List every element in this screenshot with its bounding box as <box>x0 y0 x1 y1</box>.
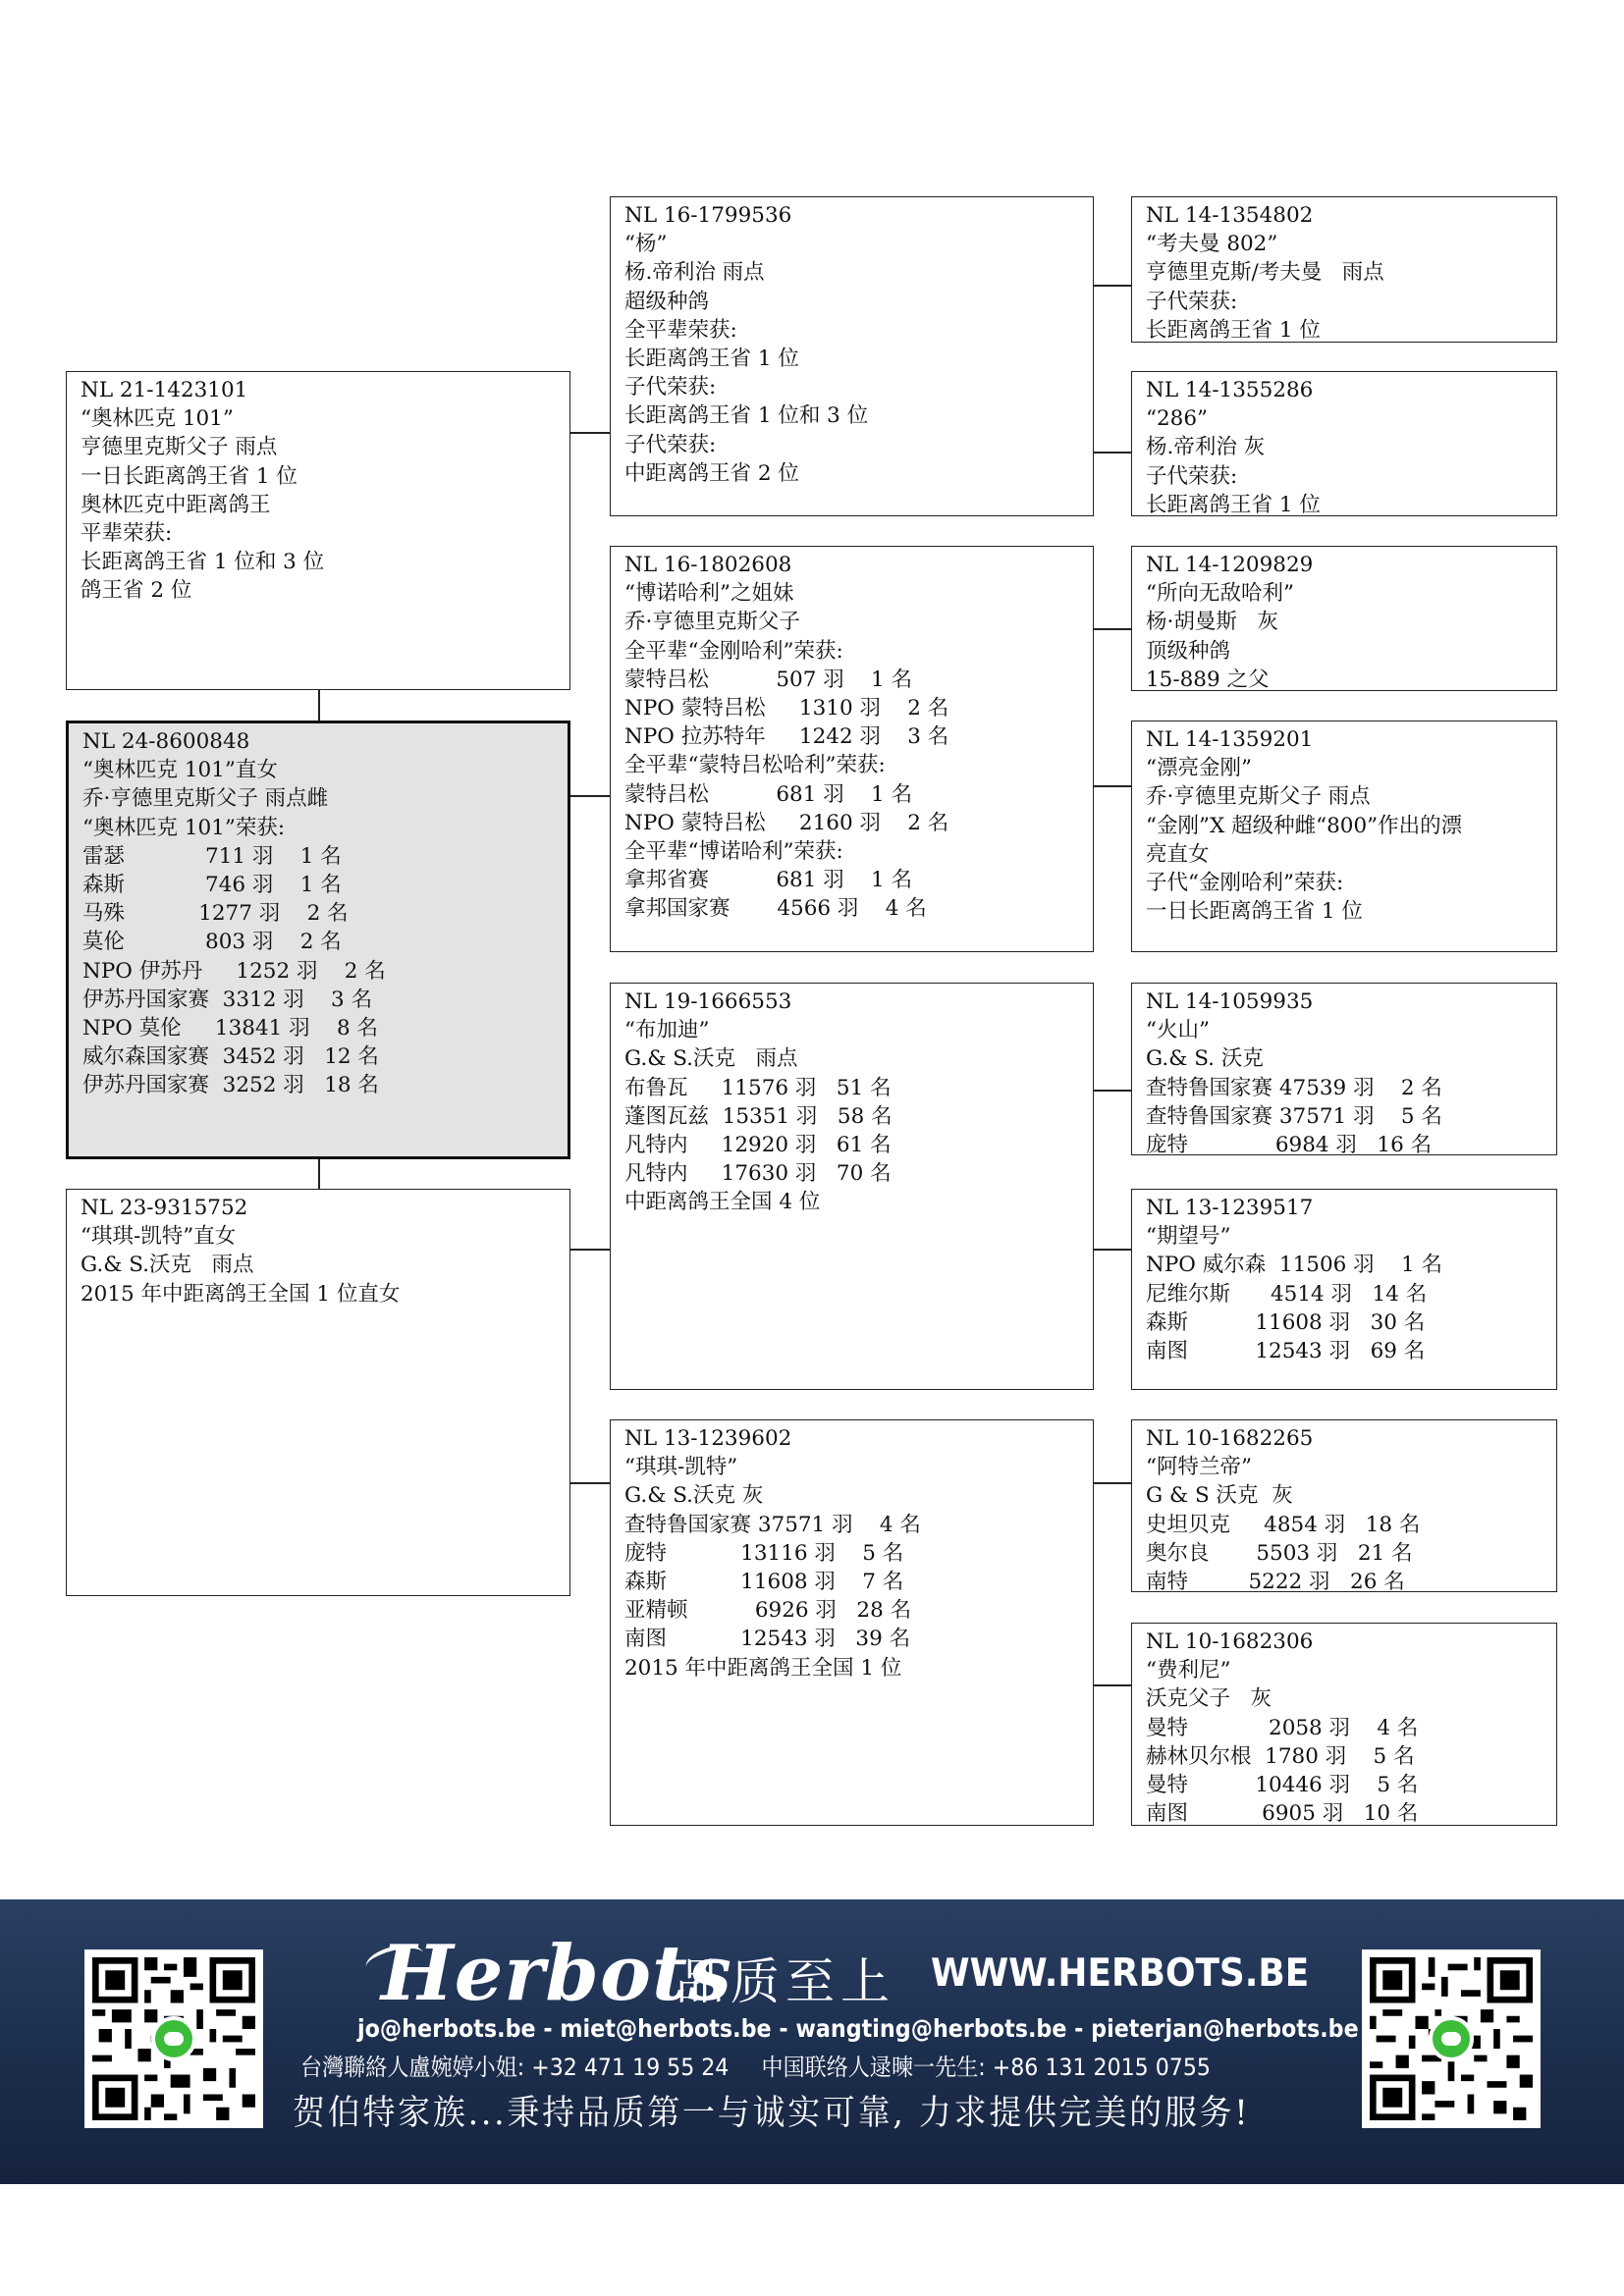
ds-sire-box <box>1131 983 1557 1155</box>
pedigree-text-line: 庞特 6984 羽 16 名 <box>1146 1132 1433 1157</box>
pedigree-text-line: NPO 拉苏特年 1242 羽 3 名 <box>624 724 949 750</box>
ring-number: NL 13-1239517 <box>1146 1196 1314 1220</box>
ring-number: NL 21-1423101 <box>81 378 248 402</box>
pedigree-text-line: 蓬图瓦兹 15351 羽 58 名 <box>624 1103 893 1129</box>
pedigree-text-line: “火山” <box>1146 1018 1210 1043</box>
pedigree-text-line: 伊苏丹国家赛 3312 羽 3 名 <box>82 987 373 1012</box>
dam-dam-box <box>610 1419 1094 1826</box>
ss-dam-box <box>1131 371 1557 516</box>
pedigree-text-line: “奥林匹克 101”荣获: <box>82 815 286 840</box>
sd-dam-box <box>1131 721 1557 952</box>
pedigree-text-line: 亨德里克斯/考夫曼 雨点 <box>1146 260 1384 286</box>
pedigree-text-line: 长距离鸽王省 1 位和 3 位 <box>81 550 325 575</box>
pedigree-text-line: 南图 12543 羽 69 名 <box>1146 1338 1426 1363</box>
pedigree-text-line: 乔·亨德里克斯父子 雨点 <box>1146 784 1371 810</box>
ring-number: NL 14-1209829 <box>1146 553 1314 577</box>
pedigree-text-line: 中距离鸽王省 2 位 <box>624 460 799 486</box>
pedigree-text-line: 蒙特吕松 681 羽 1 名 <box>624 781 913 807</box>
pedigree-text-line: 奥林匹克中距离鸽王 <box>81 492 271 517</box>
pedigree-text-line: 查特鲁国家赛 47539 羽 2 名 <box>1146 1075 1442 1100</box>
pedigree-text-line: 全平辈“金刚哈利”荣获: <box>624 638 843 664</box>
pedigree-text-line: 亚精顿 6926 羽 28 名 <box>624 1598 912 1624</box>
pedigree-text-line: “杨” <box>624 232 668 257</box>
pedigree-text-line: 子代荣获: <box>1146 463 1238 489</box>
pedigree-text-line: NPO 威尔森 11506 羽 1 名 <box>1146 1253 1442 1278</box>
dd-sire-box <box>1131 1419 1557 1592</box>
pedigree-text-line: “考夫曼 802” <box>1146 232 1278 257</box>
pedigree-text-line: NPO 莫伦 13841 羽 8 名 <box>82 1015 378 1041</box>
pedigree-text-line: 威尔森国家赛 3452 羽 12 名 <box>82 1044 379 1070</box>
pedigree-text-line: 乔·亨德里克斯父子 <box>624 610 800 635</box>
pedigree-text-line: 莫伦 803 羽 2 名 <box>82 930 342 955</box>
pedigree-text-line: 杨.帝利治 灰 <box>1146 435 1266 460</box>
pedigree-text-line: 子代荣获: <box>1146 289 1238 314</box>
ring-number: NL 14-1359201 <box>1146 727 1314 752</box>
line-qr-code <box>84 1949 263 2128</box>
wechat-qr-code <box>1362 1949 1541 2128</box>
dam-sire-box <box>610 983 1094 1390</box>
ring-number: NL 24-8600848 <box>82 729 250 754</box>
pedigree-text-line: 全平辈荣获: <box>624 317 737 343</box>
pedigree-text-line: 南图 12543 羽 39 名 <box>624 1627 911 1652</box>
pedigree-text-line: 森斯 11608 羽 7 名 <box>624 1569 904 1594</box>
pedigree-text-line: G.& S.沃克 雨点 <box>624 1046 798 1072</box>
pedigree-text-line: NPO 伊苏丹 1252 羽 2 名 <box>82 958 386 984</box>
china-contact: 中国联络人逯暕一先生: +86 131 2015 0755 <box>761 2054 1211 2081</box>
pedigree-text-line: 庞特 13116 羽 5 名 <box>624 1540 904 1566</box>
pedigree-text-line: 亮直女 <box>1146 841 1210 867</box>
sire-dam-box <box>610 546 1094 952</box>
pedigree-text-line: 长距离鸽王省 1 位 <box>1146 492 1321 517</box>
herbots-logo: Herbots <box>381 1929 732 2018</box>
pedigree-text-line: 中距离鸽王全国 4 位 <box>624 1190 821 1215</box>
connector-line <box>1094 1482 1131 1484</box>
connector-line <box>1094 1090 1131 1092</box>
sire-sire-box <box>610 196 1094 516</box>
pedigree-text-line: 伊苏丹国家赛 3252 羽 18 名 <box>82 1073 379 1098</box>
connector-line <box>570 1482 610 1484</box>
connector-line <box>1094 785 1131 787</box>
ring-number: NL 14-1355286 <box>1146 378 1314 402</box>
pedigree-text-line: 亨德里克斯父子 雨点 <box>81 435 278 460</box>
pedigree-text-line: 凡特内 12920 羽 61 名 <box>624 1132 892 1157</box>
connector-line <box>570 795 610 797</box>
pedigree-text-line: 杨.帝利治 雨点 <box>624 260 765 286</box>
pedigree-text-line: “阿特兰帝” <box>1146 1455 1252 1480</box>
pedigree-text-line: 森斯 746 羽 1 名 <box>82 872 342 897</box>
pedigree-text-line: 2015 年中距离鸽王全国 1 位直女 <box>81 1281 401 1307</box>
pedigree-text-line: 查特鲁国家赛 37571 羽 5 名 <box>1146 1103 1442 1129</box>
pedigree-text-line: 15-889 之父 <box>1146 667 1270 692</box>
pedigree-text-line: 一日长距离鸽王省 1 位 <box>81 463 298 489</box>
tagline: 贺伯特家族...秉持品质第一与诚实可靠, 力求提供完美的服务! <box>293 2094 1251 2133</box>
pedigree-text-line: 一日长距离鸽王省 1 位 <box>1146 899 1363 925</box>
pedigree-text-line: 赫林贝尔根 1780 羽 5 名 <box>1146 1743 1415 1769</box>
pedigree-text-line: “布加迪” <box>624 1018 710 1043</box>
slogan: 品质至上 <box>676 1953 895 2010</box>
pedigree-text-line: 南特 5222 羽 26 名 <box>1146 1569 1405 1594</box>
ring-number: NL 10-1682306 <box>1146 1629 1314 1654</box>
taiwan-contact: 台灣聯絡人盧婉婷小姐: +32 471 19 55 24 <box>300 2054 730 2081</box>
pedigree-text-line: 凡特内 17630 羽 70 名 <box>624 1161 892 1187</box>
ring-number: NL 14-1354802 <box>1146 203 1314 228</box>
pedigree-text-line: “286” <box>1146 406 1209 432</box>
pedigree-text-line: 查特鲁国家赛 37571 羽 4 名 <box>624 1512 921 1537</box>
pedigree-text-line: 子代荣获: <box>624 375 717 400</box>
pedigree-text-line: 奥尔良 5503 羽 21 名 <box>1146 1540 1413 1566</box>
pedigree-text-line: 2015 年中距离鸽王全国 1 位 <box>624 1655 902 1681</box>
ring-number: NL 10-1682265 <box>1146 1426 1314 1451</box>
connector-line <box>570 1249 610 1251</box>
pedigree-text-line: 长距离鸽王省 1 位和 3 位 <box>624 403 869 429</box>
pedigree-text-line: 子代荣获: <box>624 432 717 457</box>
pedigree-text-line: NPO 蒙特吕松 2160 羽 2 名 <box>624 810 949 835</box>
pedigree-text-line: 马殊 1277 羽 2 名 <box>82 901 349 927</box>
footer-banner <box>0 1899 1624 2184</box>
pedigree-text-line: 拿邦国家赛 4566 羽 4 名 <box>624 896 927 922</box>
connector-line <box>318 1159 320 1189</box>
pedigree-text-line: 史坦贝克 4854 羽 18 名 <box>1146 1512 1421 1537</box>
pedigree-text-line: 鸽王省 2 位 <box>81 578 192 604</box>
pedigree-text-line: G.& S.沃克 灰 <box>624 1483 764 1509</box>
connector-line <box>318 690 320 721</box>
ring-number: NL 16-1799536 <box>624 203 792 228</box>
pedigree-text-line: G.& S.沃克 雨点 <box>81 1253 254 1278</box>
pedigree-text-line: 乔·亨德里克斯父子 雨点雌 <box>82 786 329 812</box>
pedigree-text-line: 曼特 2058 羽 4 名 <box>1146 1715 1419 1740</box>
connector-line <box>1094 1249 1131 1251</box>
pedigree-text-line: 南图 6905 羽 10 名 <box>1146 1801 1419 1827</box>
pedigree-text-line: 蒙特吕松 507 羽 1 名 <box>624 667 913 692</box>
pedigree-text-line: 森斯 11608 羽 30 名 <box>1146 1309 1426 1335</box>
pedigree-text-line: G.& S. 沃克 <box>1146 1046 1264 1072</box>
pedigree-text-line: “期望号” <box>1146 1224 1231 1250</box>
wechat-icon <box>1429 2016 1474 2061</box>
ring-number: NL 16-1802608 <box>624 553 792 577</box>
pedigree-text-line: 平辈荣获: <box>81 520 173 546</box>
pedigree-text-line: 拿邦省赛 681 羽 1 名 <box>624 868 913 893</box>
sire-box <box>66 371 570 690</box>
connector-line <box>1094 1684 1131 1686</box>
connector-line <box>1094 452 1131 454</box>
sd-sire-box <box>1131 546 1557 691</box>
ds-dam-box <box>1131 1189 1557 1390</box>
pedigree-text-line: NPO 蒙特吕松 1310 羽 2 名 <box>624 695 949 721</box>
pedigree-text-line: “所向无敌哈利” <box>1146 581 1294 607</box>
pedigree-text-line: 全平辈“博诺哈利”荣获: <box>624 838 843 864</box>
subject-box <box>66 721 570 1159</box>
connector-line <box>1094 285 1131 287</box>
pedigree-text-line: “奥林匹克 101” <box>81 406 234 432</box>
ring-number: NL 14-1059935 <box>1146 989 1314 1014</box>
pedigree-text-line: 雷瑟 711 羽 1 名 <box>82 843 342 869</box>
pedigree-text-line: 顶级种鸽 <box>1146 638 1231 664</box>
pedigree-text-line: 子代“金刚哈利”荣获: <box>1146 870 1344 895</box>
pedigree-text-line: 全平辈“蒙特吕松哈利”荣获: <box>624 753 886 778</box>
pedigree-text-line: 杨·胡曼斯 灰 <box>1146 610 1278 635</box>
website-link[interactable]: WWW.HERBOTS.BE <box>931 1951 1310 1996</box>
pedigree-text-line: “博诺哈利”之姐妹 <box>624 581 794 607</box>
pedigree-text-line: “奥林匹克 101”直女 <box>82 758 278 783</box>
pedigree-text-line: 曼特 10446 羽 5 名 <box>1146 1772 1419 1797</box>
pedigree-text-line: 尼维尔斯 4514 羽 14 名 <box>1146 1281 1428 1307</box>
pedigree-text-line: 沃克父子 灰 <box>1146 1686 1272 1712</box>
pedigree-text-line: “琪琪-凯特”直女 <box>81 1224 237 1250</box>
pedigree-text-line: 长距离鸽王省 1 位 <box>1146 317 1321 343</box>
connector-line <box>570 432 610 434</box>
pedigree-text-line: G & S 沃克 灰 <box>1146 1483 1293 1509</box>
dd-dam-box <box>1131 1623 1557 1826</box>
ring-number: NL 19-1666553 <box>624 989 792 1014</box>
ss-sire-box <box>1131 196 1557 343</box>
connector-line <box>1094 628 1131 630</box>
pedigree-text-line: 长距离鸽王省 1 位 <box>624 346 799 371</box>
pedigree-text-line: “费利尼” <box>1146 1658 1231 1683</box>
pedigree-text-line: 超级种鸽 <box>624 289 710 314</box>
ring-number: NL 23-9315752 <box>81 1196 248 1220</box>
dam-box <box>66 1189 570 1596</box>
pedigree-text-line: 布鲁瓦 11576 羽 51 名 <box>624 1075 892 1100</box>
pedigree-text-line: “琪琪-凯特” <box>624 1455 738 1480</box>
contact-numbers <box>300 2048 1211 2082</box>
pedigree-text-line: “金刚”X 超级种雌“800”作出的漂 <box>1146 813 1463 838</box>
ring-number: NL 13-1239602 <box>624 1426 792 1451</box>
line-icon <box>151 2016 196 2061</box>
email-addresses[interactable]: jo@herbots.be - miet@herbots.be - wangting@herbots.be - pieterjan@herbots.be <box>357 2014 1359 2043</box>
pedigree-text-line: “漂亮金刚” <box>1146 756 1252 781</box>
